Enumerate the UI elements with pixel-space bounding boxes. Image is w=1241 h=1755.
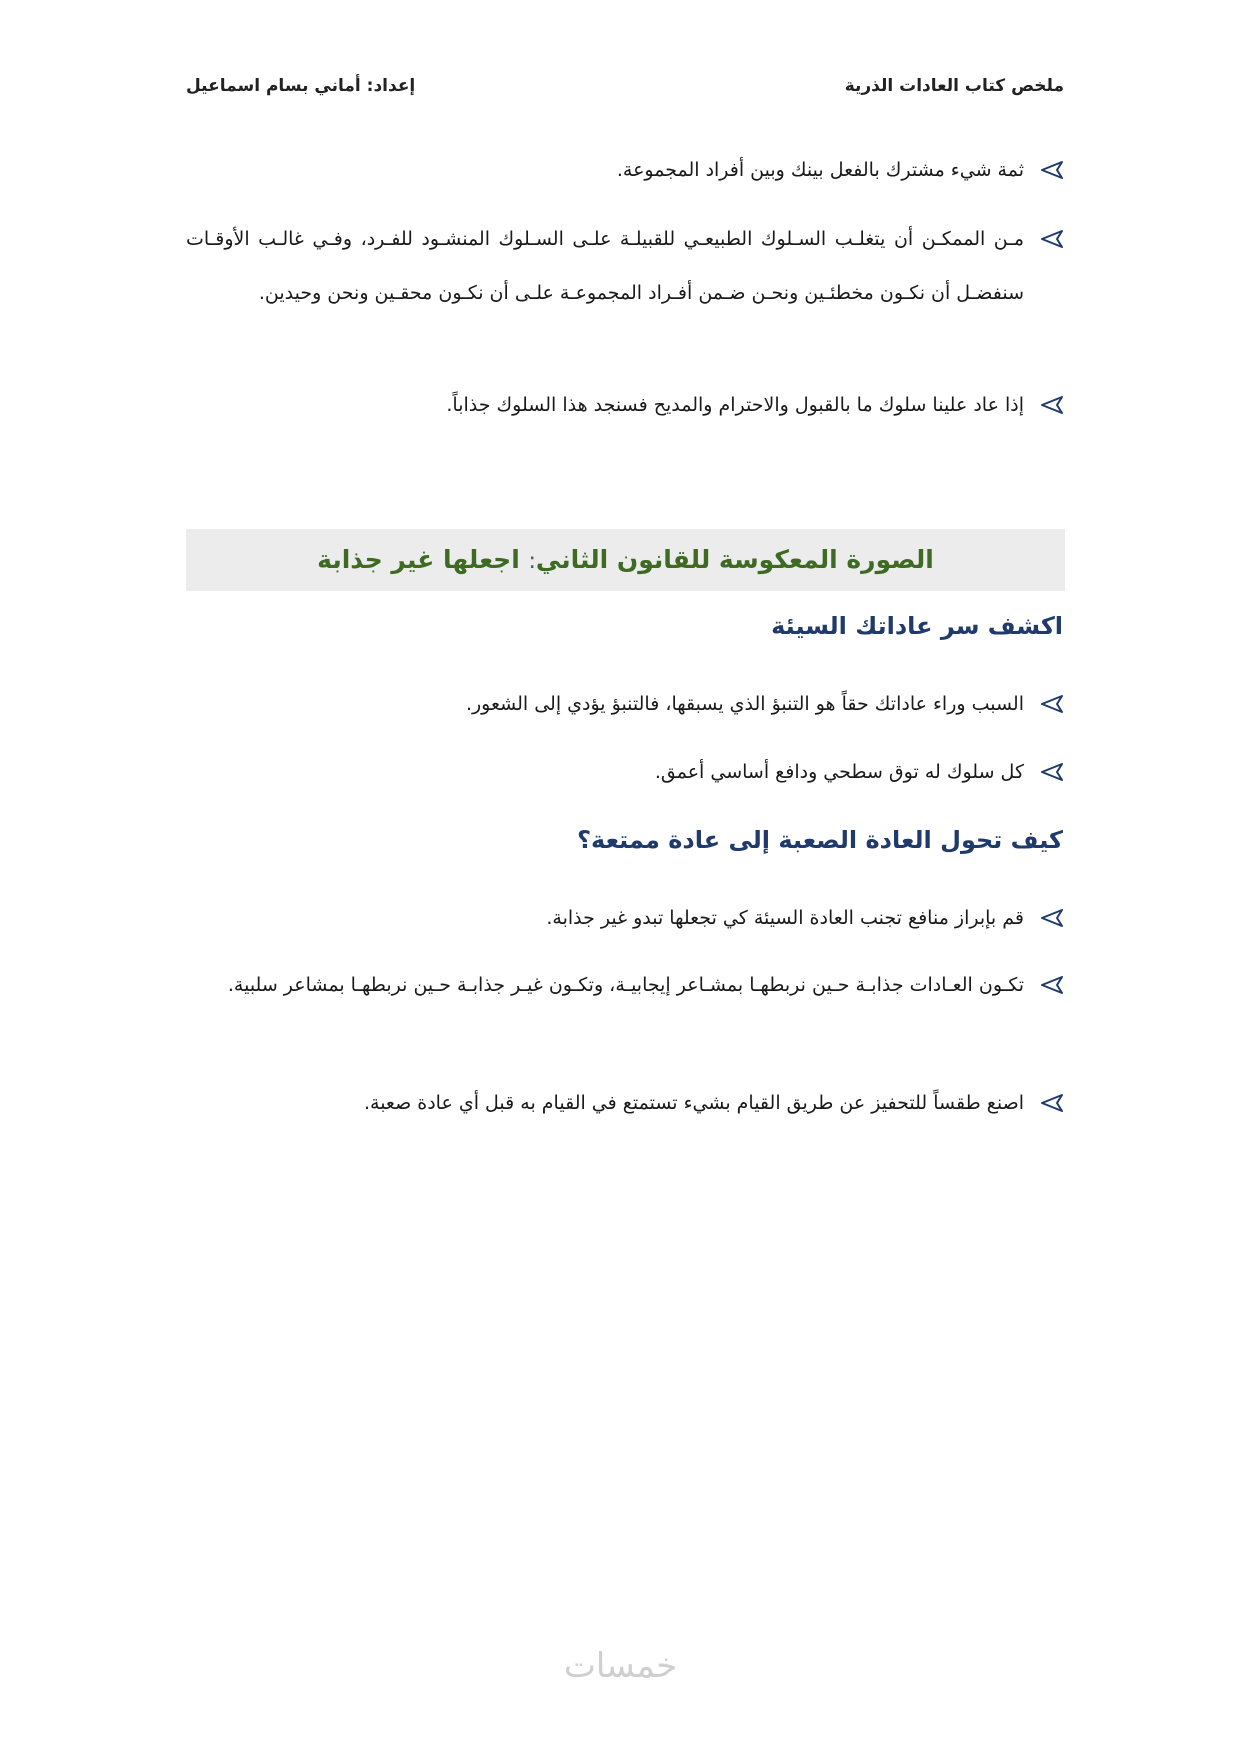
- arrow-bullet-icon: [1038, 905, 1064, 931]
- list-item: [186, 891, 1064, 945]
- arrow-bullet-icon: [1038, 972, 1064, 998]
- subheading-reveal-bad-habits: اكشف سر عاداتك السيئة: [771, 612, 1063, 640]
- bullet-text: كل سلوك له توق سطحي ودافع أساسي أعمق.: [654, 761, 1024, 783]
- bullet-text: السبب وراء عاداتك حقاً هو التنبؤ الذي يسبقها، فالتنبؤ يؤدي إلى الشعور.: [465, 693, 1024, 715]
- arrow-bullet-icon: [1038, 392, 1064, 418]
- arrow-bullet-icon: [1038, 157, 1064, 183]
- section-title-part1: الصورة المعكوسة للقانون الثاني: [535, 545, 934, 574]
- section-title-separator: :: [528, 549, 536, 574]
- arrow-bullet-icon: [1038, 691, 1064, 717]
- bullet-text: اصنع طقساً للتحفيز عن طريق القيام بشيء تستمتع في القيام به قبل أي عادة صعبة.: [363, 1092, 1024, 1114]
- list-item: [186, 212, 1064, 320]
- section-title: [186, 529, 1065, 591]
- bullet-text: إذا عاد علينا سلوك ما بالقبول والاحترام والمديح فسنجد هذا السلوك جذاباً.: [446, 394, 1024, 416]
- list-item: [186, 143, 1064, 197]
- bullet-text: ثمة شيء مشترك بالفعل بينك وبين أفراد المجموعة.: [616, 159, 1024, 181]
- watermark-logo: خمسات: [563, 1646, 678, 1686]
- list-item: [186, 1076, 1064, 1130]
- list-item: [186, 378, 1064, 432]
- arrow-bullet-icon: [1038, 759, 1064, 785]
- bullet-text: تكـون العـادات جذابـة حـين نربطهـا بمشـاعر إيجابيـة، وتكـون غيـر جذابـة حـين نربطهـا بمشاعر سلبية.: [227, 974, 1024, 996]
- page-header: [186, 76, 1064, 110]
- bullet-text: مـن الممكـن أن يتغلـب السـلوك الطبيعـي للقبيلـة علـى السـلوك المنشـود للفـرد، وفـي غالـب الأوقـات سنفضـل أن نكـون مخطئـين ونحـن ضـمن أفـراد المجموعـة علـى أن نكـون محقـين ونحن وحيدين.: [186, 228, 1024, 304]
- list-item: [186, 958, 1064, 1012]
- book-title: ملخص كتاب العادات الذرية: [844, 76, 1064, 96]
- list-item: [186, 677, 1064, 731]
- list-item: [186, 745, 1064, 799]
- section-title-part2: اجعلها غير جذابة: [317, 545, 520, 574]
- bullet-text: قم بإبراز منافع تجنب العادة السيئة كي تجعلها تبدو غير جذابة.: [546, 907, 1024, 929]
- arrow-bullet-icon: [1038, 1090, 1064, 1116]
- section-title-band: [186, 529, 1065, 591]
- author-credit: إعداد: أماني بسام اسماعيل: [186, 76, 416, 96]
- arrow-bullet-icon: [1038, 226, 1064, 252]
- subheading-hard-to-enjoyable: كيف تحول العادة الصعبة إلى عادة ممتعة؟: [577, 826, 1063, 854]
